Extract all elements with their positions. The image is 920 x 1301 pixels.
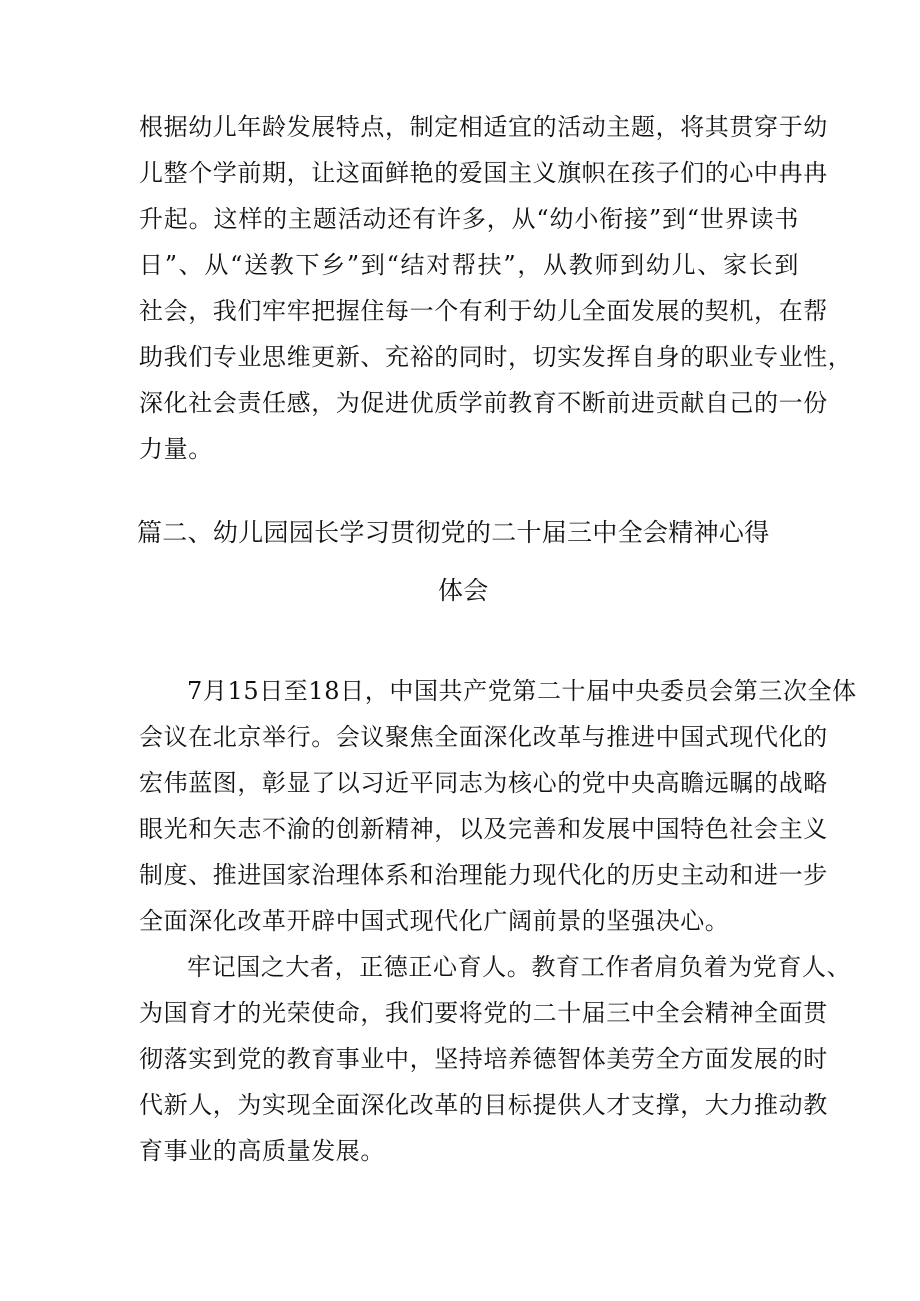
paragraph-1-line-1: 7月15日至18日，中国共产党第二十届中央委员会第三次全体 bbox=[187, 677, 857, 705]
paragraph-2-line-2: 为国育才的光荣使命，我们要将党的二十届三中全会精神全面贯 bbox=[139, 999, 828, 1027]
prev-section-line-2: 儿整个学前期，让这面鲜艳的爱国主义旗帜在孩子们的心中冉冉 bbox=[139, 159, 828, 187]
prev-section-line-6: 助我们专业思维更新、充裕的同时，切实发挥自身的职业专业性， bbox=[139, 343, 853, 371]
paragraph-2-line-4: 代新人，为实现全面深化改革的目标提供人才支撑，大力推动教 bbox=[139, 1091, 828, 1119]
prev-section-line-4: 日”、从“送教下乡”到“结对帮扶”，从教师到幼儿、家长到 bbox=[139, 251, 799, 279]
paragraph-1-line-4: 眼光和矢志不渝的创新精神，以及完善和发展中国特色社会主义 bbox=[139, 815, 828, 843]
prev-section-line-8: 力量。 bbox=[139, 435, 213, 463]
paragraph-2-line-1: 牢记国之大者，正德正心育人。教育工作者肩负着为党育人、 bbox=[187, 953, 852, 981]
paragraph-2-line-3: 彻落实到党的教育事业中，坚持培养德智体美劳全方面发展的时 bbox=[139, 1045, 828, 1073]
section-heading-line-2: 体会 bbox=[438, 576, 489, 605]
prev-section-line-3: 升起。这样的主题活动还有许多，从“幼小衔接”到“世界读书 bbox=[139, 205, 799, 233]
section-heading-line-1: 篇二、幼儿园园长学习贯彻党的二十届三中全会精神心得 bbox=[137, 518, 770, 547]
prev-section-line-5: 社会，我们牢牢把握住每一个有利于幼儿全面发展的契机，在帮 bbox=[139, 297, 828, 325]
prev-section-line-1: 根据幼儿年龄发展特点，制定相适宜的活动主题，将其贯穿于幼 bbox=[139, 113, 828, 141]
paragraph-2-line-5: 育事业的高质量发展。 bbox=[139, 1137, 385, 1165]
prev-section-line-7: 深化社会责任感，为促进优质学前教育不断前进贡献自己的一份 bbox=[139, 389, 828, 417]
paragraph-1-line-3: 宏伟蓝图，彰显了以习近平同志为核心的党中央高瞻远瞩的战略 bbox=[139, 769, 828, 797]
paragraph-1-line-5: 制度、推进国家治理体系和治理能力现代化的历史主动和进一步 bbox=[139, 861, 828, 889]
paragraph-1-line-2: 会议在北京举行。会议聚焦全面深化改革与推进中国式现代化的 bbox=[139, 723, 828, 751]
paragraph-1-line-6: 全面深化改革开辟中国式现代化广阔前景的坚强决心。 bbox=[139, 907, 730, 935]
